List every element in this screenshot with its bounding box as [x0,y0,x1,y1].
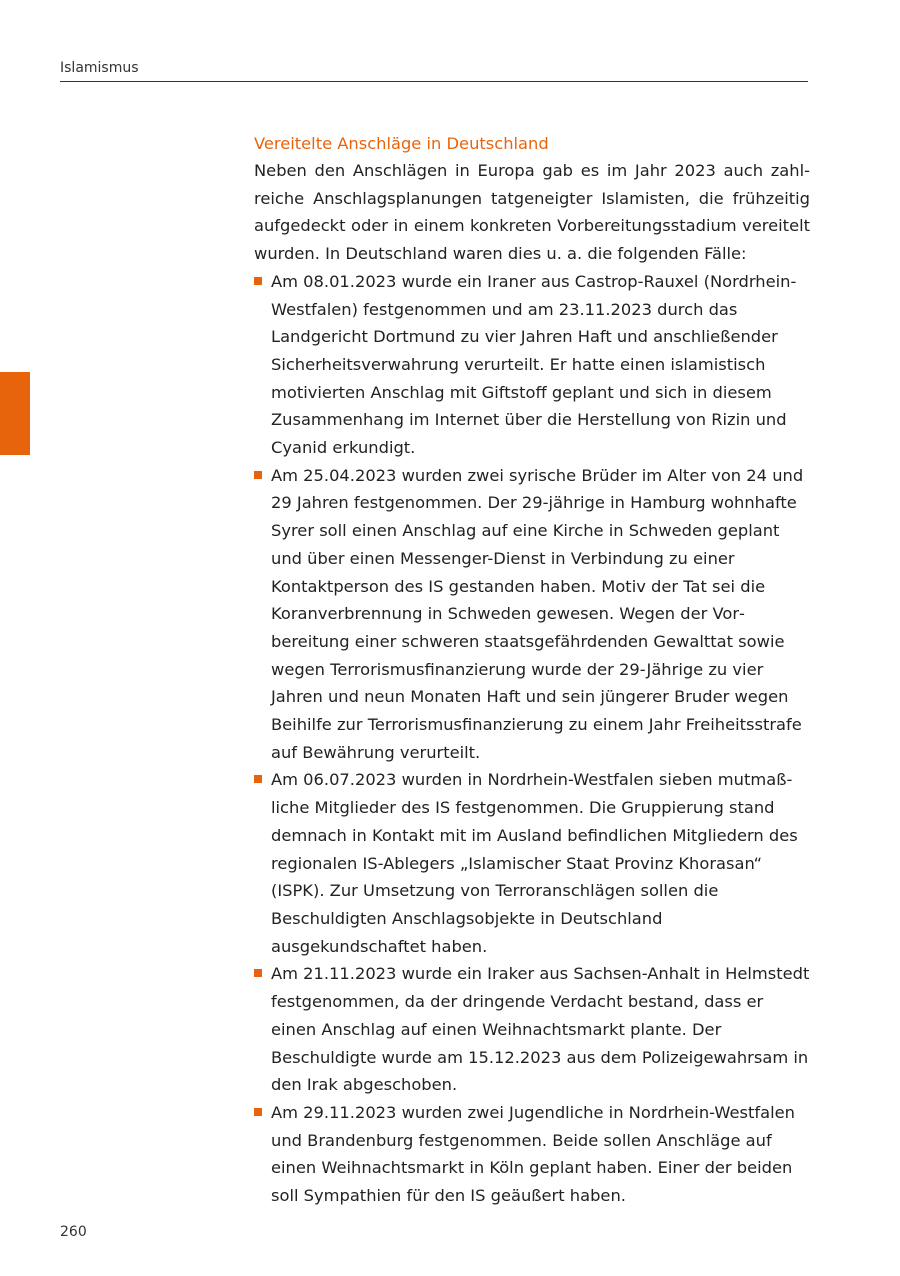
list-item [254,462,810,767]
list-item-text: Am 29.11.2023 wurden zwei Jugendliche in Nordrhein-Westfalen und Brandenburg festgenommen. Beide sollen Anschläge auf einen Weihnachtsmarkt in Köln geplant haben. Einer der beiden soll Sympathien für den IS geäußert haben. [271,1102,795,1206]
chapter-side-tab [0,372,30,455]
header-rule [60,81,808,82]
running-header-title: Islamismus [60,60,139,76]
square-bullet-icon [254,277,262,285]
list-item [254,268,810,462]
list-item [254,766,810,960]
list-item-text: Am 21.11.2023 wurde ein Iraker aus Sachsen-Anhalt in Helmstedt festgenommen, da der dringende Verdacht bestand, dass er einen Anschlag auf einen Weihnachtsmarkt plante. Der Beschuldigte wurde am 15.12.2023 aus dem Polizeigewahrsam in den Irak abgeschoben. [271,964,810,1095]
page-number: 260 [60,1224,87,1240]
square-bullet-icon [254,775,262,783]
square-bullet-icon [254,1108,262,1116]
list-item-text: Am 25.04.2023 wurden zwei syrische Brüder im Alter von 24 und 29 Jahren festgenommen. Der 29-jährige in Hamburg wohnhafte Syrer soll einen Anschlag auf eine Kirche in Schweden geplant und über einen Messenger-Dienst in Verbindung zu einer Kontaktperson des IS gestanden haben. Motiv der Tat sei die Koranverbrennung in Schweden gewesen. Wegen der Vorbereitung einer schweren staatsgefährdenden Gewalttat sowie wegen Terrorismusfinanzierung wurde der 29-Jährige zu vier Jahren und neun Monaten Haft und sein jüngerer Bruder wegen Beihilfe zur Terrorismusfinanzierung zu einem Jahr Freiheitsstrafe auf Bewährung verurteilt. [271,465,804,762]
case-list [254,268,810,1210]
list-item-text: Am 08.01.2023 wurde ein Iraner aus Castrop-Rauxel (Nordrhein-Westfalen) festgenommen und am 23.11.2023 durch das Landgericht Dortmund zu vier Jahren Haft und anschließender Sicherheitsverwahrung verurteilt. Er hatte einen islamistisch motivierten Anschlag mit Giftstoff geplant und sich in diesem Zusammenhang im Internet über die Herstellung von Rizin und Cyanid erkundigt. [271,271,797,458]
list-item [254,1099,810,1210]
square-bullet-icon [254,471,262,479]
section-heading: Vereitelte Anschläge in Deutschland [254,134,549,153]
list-item [254,960,810,1099]
list-item-text: Am 06.07.2023 wurden in Nordrhein-Westfalen sieben mutmaßliche Mitglieder des IS festgenommen. Die Gruppierung stand demnach in Kontakt mit im Ausland befindlichen Mitgliedern des regionalen IS-Ablegers „Islamischer Staat Provinz Khorasan“ (ISPK). Zur Umsetzung von Terroranschlägen sollen die Beschuldigten Anschlagsobjekte in Deutschland ausgekundschaftet haben. [271,770,798,956]
section-body [254,131,810,1210]
square-bullet-icon [254,969,262,977]
intro-paragraph: Neben den Anschlägen in Europa gab es im Jahr 2023 auch zahlreiche Anschlagsplanungen tatgeneigter Islamisten, die frühzeitig aufgedeckt oder in einem konkreten Vorbereitungsstadium vereitelt wurden. In Deutschland waren dies u. a. die folgenden Fälle: [254,161,810,264]
